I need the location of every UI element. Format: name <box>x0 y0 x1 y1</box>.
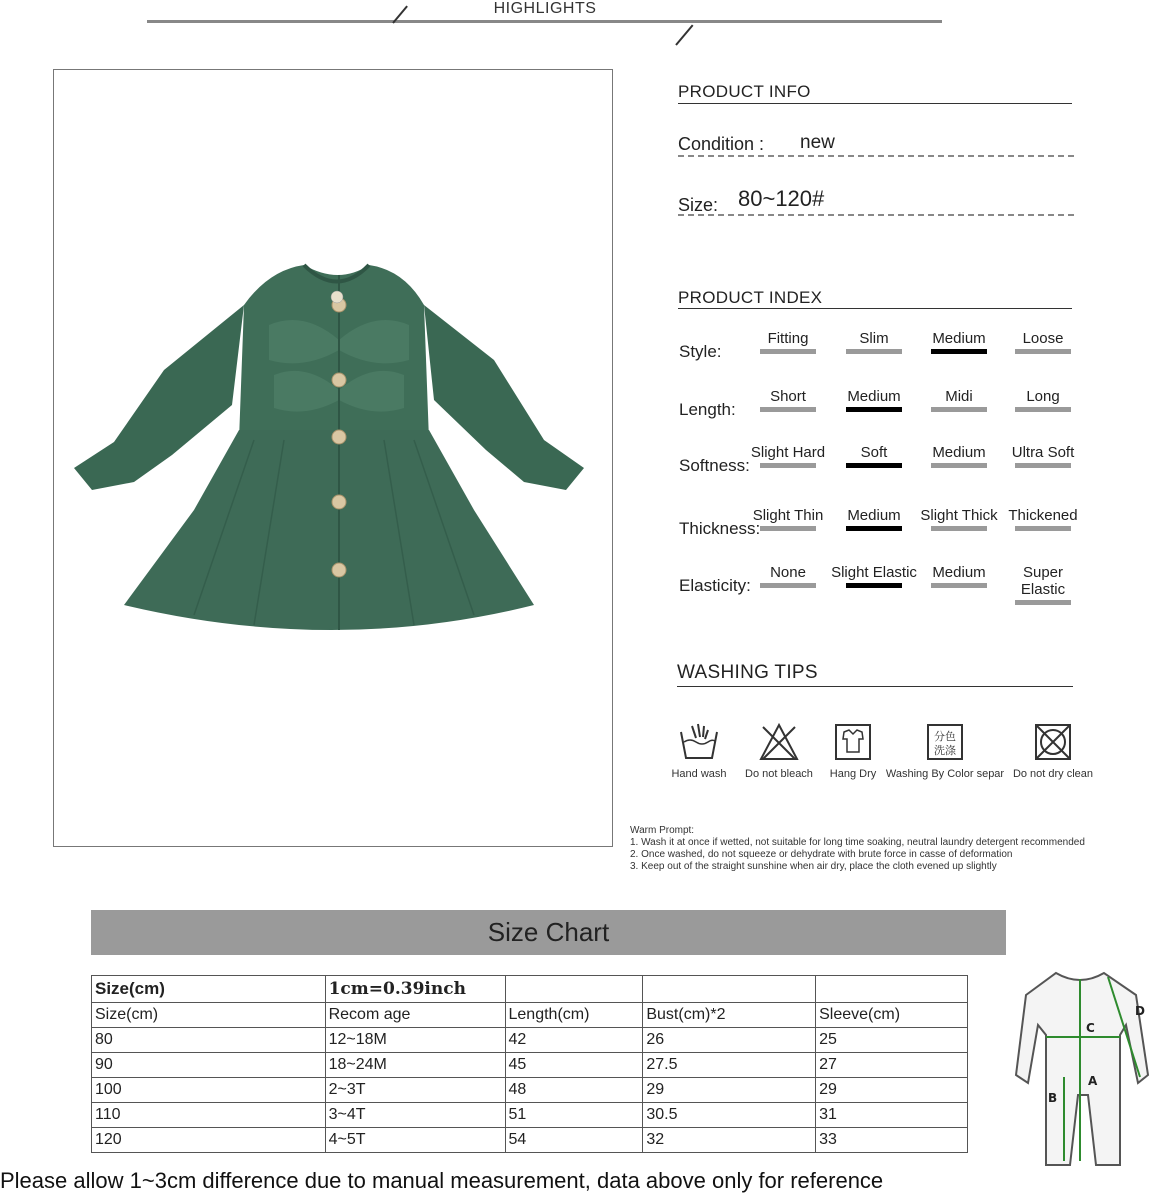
washing-by-color-label: Washing By Color separ <box>885 768 1005 780</box>
index-option <box>916 444 1002 468</box>
index-bar <box>1015 349 1071 354</box>
index-option <box>916 388 1002 412</box>
washing-by-color-icon <box>924 722 966 762</box>
index-option <box>1000 507 1086 531</box>
index-option-label: Medium <box>847 507 901 524</box>
header-rule <box>147 20 942 23</box>
do-not-dry-clean-icon <box>1032 722 1074 762</box>
index-option-label: Medium <box>847 388 901 405</box>
size-table-cell: Bust(cm)*2 <box>643 1003 816 1028</box>
size-table-cell: 3~4T <box>325 1103 505 1128</box>
size-table-cell: 42 <box>505 1028 643 1053</box>
size-table-cell: 80 <box>92 1028 326 1053</box>
index-bar <box>760 349 816 354</box>
index-option <box>1000 388 1086 412</box>
svg-text:洗涤: 洗涤 <box>934 744 956 757</box>
header-title: HIGHLIGHTS <box>470 0 620 18</box>
index-bar <box>1015 407 1071 412</box>
do-not-bleach <box>740 722 818 780</box>
index-option-label: Loose <box>1022 330 1064 347</box>
condition-dashed-rule <box>678 155 1074 157</box>
index-option <box>831 507 917 531</box>
size-table-cell: 25 <box>816 1028 968 1053</box>
size-table-cell: 110 <box>92 1103 326 1128</box>
index-option <box>916 564 1002 588</box>
size-table-cell: 45 <box>505 1053 643 1078</box>
size-table-cell: 12~18M <box>325 1028 505 1053</box>
index-bar <box>931 463 987 468</box>
diagram-label-d: D <box>1135 1004 1145 1018</box>
index-option <box>916 330 1002 354</box>
size-table-cell: 100 <box>92 1078 326 1103</box>
product-index-title: PRODUCT INDEX <box>678 288 823 307</box>
index-bar-selected <box>846 407 902 412</box>
product-photo <box>53 69 613 847</box>
warm-prompt-line: 3. Keep out of the straight sunshine when air dry, place the cloth evened up slightly <box>630 861 997 872</box>
index-bar-selected <box>931 349 987 354</box>
index-option <box>831 388 917 412</box>
index-option <box>745 330 831 354</box>
index-option-label: Short <box>770 388 806 405</box>
index-option-label: Long <box>1026 388 1060 405</box>
size-table-cell: 31 <box>816 1103 968 1128</box>
index-bar-selected <box>846 583 902 588</box>
size-table-cell: 29 <box>643 1078 816 1103</box>
condition-label: Condition : <box>678 134 765 154</box>
index-bar <box>760 463 816 468</box>
warm-prompt-line: 1. Wash it at once if wetted, not suitable for long time soaking, neutral laundry detergent recommended <box>630 837 1085 848</box>
index-option <box>745 507 831 531</box>
index-option <box>1000 330 1086 354</box>
size-table-cell: Length(cm) <box>505 1003 643 1028</box>
size-table-cell: 2~3T <box>325 1078 505 1103</box>
do-not-dry-clean-label: Do not dry clean <box>1012 768 1094 780</box>
index-option-label: None <box>770 564 806 581</box>
size-table-cell: 51 <box>505 1103 643 1128</box>
index-option <box>745 388 831 412</box>
size-table-cell: 29 <box>816 1078 968 1103</box>
size-table-cell: 120 <box>92 1128 326 1153</box>
index-row-label: Elasticity: <box>679 576 751 595</box>
hang-dry-label: Hang Dry <box>829 768 877 780</box>
hand-wash <box>660 722 738 780</box>
diagram-label-a: A <box>1088 1074 1098 1088</box>
size-chart-title: Size Chart <box>91 910 1006 955</box>
size-table-cell: 48 <box>505 1078 643 1103</box>
washing-tips-rule <box>677 686 1073 687</box>
index-option-label: Soft <box>860 444 888 461</box>
index-option <box>1000 564 1086 605</box>
hang-dry-icon <box>832 722 874 762</box>
index-option-label: Midi <box>945 388 973 405</box>
index-option-label: Slight Thick <box>920 507 998 524</box>
size-label: Size: <box>678 195 719 215</box>
hang-dry <box>820 722 886 780</box>
index-row-label: Style: <box>679 342 722 361</box>
measurement-diagram <box>1008 965 1153 1170</box>
index-bar <box>1015 526 1071 531</box>
size-table-header-row <box>92 1003 968 1028</box>
index-option-label: Slight Thin <box>752 507 824 524</box>
washing-tips-title: WASHING TIPS <box>677 662 818 683</box>
header-slash-bottom <box>675 24 693 45</box>
size-table-cell: 27 <box>816 1053 968 1078</box>
index-row-label: Length: <box>679 400 736 419</box>
index-option <box>831 330 917 354</box>
product-index-rule <box>678 308 1072 309</box>
index-option <box>745 444 831 468</box>
index-option-label: Ultra Soft <box>1011 444 1075 461</box>
index-option-label: Super Elastic <box>1020 564 1066 598</box>
index-option <box>831 564 917 588</box>
index-option-label: Medium <box>932 444 986 461</box>
table-row <box>92 1078 968 1103</box>
warm-prompt-title: Warm Prompt: <box>630 825 695 836</box>
index-option <box>745 564 831 588</box>
size-table-cell: 90 <box>92 1053 326 1078</box>
size-table-top-left: Size(cm) <box>92 976 326 1003</box>
do-not-bleach-label: Do not bleach <box>745 768 813 780</box>
size-table-top-row <box>92 976 968 1003</box>
index-row-label: Thickness: <box>679 519 761 538</box>
size-value: 80~120# <box>738 186 825 211</box>
diagram-label-b: B <box>1048 1091 1058 1105</box>
do-not-dry-clean <box>1008 722 1098 780</box>
index-bar <box>931 407 987 412</box>
index-option-label: Medium <box>932 330 986 347</box>
index-option <box>1000 444 1086 468</box>
size-table-cell: Sleeve(cm) <box>816 1003 968 1028</box>
index-bar <box>931 583 987 588</box>
index-bar <box>931 526 987 531</box>
svg-text:分色: 分色 <box>934 730 956 743</box>
index-bar <box>1015 600 1071 605</box>
condition-value: new <box>800 132 835 153</box>
size-table-cell: 54 <box>505 1128 643 1153</box>
index-option-label: Slim <box>859 330 889 347</box>
index-bar-selected <box>846 526 902 531</box>
hand-wash-label: Hand wash <box>671 768 727 780</box>
index-row-label: Softness: <box>679 456 750 475</box>
size-table <box>91 975 968 1153</box>
table-row <box>92 1103 968 1128</box>
footnote: Please allow 1~3cm difference due to manual measurement, data above only for reference <box>0 1168 884 1193</box>
index-bar <box>760 407 816 412</box>
product-info-rule <box>678 103 1072 104</box>
size-table-cell: Size(cm) <box>92 1003 326 1028</box>
hand-wash-icon <box>678 722 720 762</box>
index-option-label: Fitting <box>767 330 809 347</box>
diagram-label-c: C <box>1086 1021 1095 1035</box>
index-bar <box>760 526 816 531</box>
size-dashed-rule <box>678 214 1074 216</box>
table-row <box>92 1053 968 1078</box>
table-row <box>92 1128 968 1153</box>
size-table-cell: 33 <box>816 1128 968 1153</box>
washing-by-color <box>885 722 1005 780</box>
index-option-label: Slight Elastic <box>831 564 917 581</box>
size-table-cell: 26 <box>643 1028 816 1053</box>
index-bar <box>846 349 902 354</box>
product-info-title: PRODUCT INFO <box>678 82 811 101</box>
index-bar <box>760 583 816 588</box>
index-option-label: Slight Hard <box>750 444 826 461</box>
table-row <box>92 1028 968 1053</box>
do-not-bleach-icon <box>758 722 800 762</box>
size-table-conversion: 1cm=0.39inch <box>325 976 505 1003</box>
index-option <box>831 444 917 468</box>
index-bar <box>1015 463 1071 468</box>
index-option <box>916 507 1002 531</box>
warm-prompt-line: 2. Once washed, do not squeeze or dehydrate with brute force in casse of deformation <box>630 849 1013 860</box>
size-table-cell: 27.5 <box>643 1053 816 1078</box>
index-bar-selected <box>846 463 902 468</box>
size-table-cell: 30.5 <box>643 1103 816 1128</box>
index-option-label: Medium <box>932 564 986 581</box>
green-dress-illustration <box>54 70 612 846</box>
size-table-cell: 18~24M <box>325 1053 505 1078</box>
size-table-cell: 4~5T <box>325 1128 505 1153</box>
size-table-cell: 32 <box>643 1128 816 1153</box>
index-option-label: Thickened <box>1008 507 1078 524</box>
size-table-cell: Recom age <box>325 1003 505 1028</box>
warm-prompt <box>630 825 1085 873</box>
